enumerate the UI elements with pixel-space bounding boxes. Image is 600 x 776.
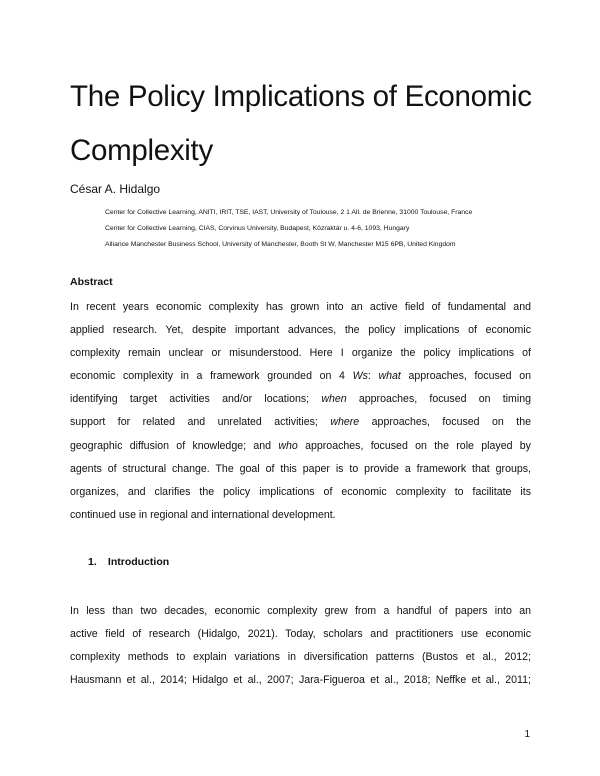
section-title: Introduction [107,556,170,568]
abstract-text: economic complexity in a framework grounded on 4 [70,370,353,383]
affiliations-list [105,205,472,253]
intro-line: active field of research (Hidalgo, 2021). Today, scholars and practitioners use economic [70,628,531,641]
abstract-line [70,411,531,434]
intro-line: In less than two decades, economic complexity grew from a handful of papers into an [70,605,531,617]
abstract-text: geographic diffusion of knowledge; and [70,439,272,452]
abstract-emphasis: what [378,370,401,383]
section-number: 1. [88,556,97,568]
abstract-text: support for related and unrelated activities; [70,416,318,429]
paper-title [70,70,540,178]
affiliation-2: Center for Collective Learning, CIAS, Corvinus University, Budapest, Közraktár u. 4-6, 1093, Hungary [105,225,410,232]
section-heading-introduction [88,556,169,568]
abstract-body [70,296,531,527]
page-number: 1 [524,729,530,740]
abstract-text: approaches, focused on the role played by [297,439,531,452]
abstract-text: : [367,370,379,383]
abstract-line: organizes, and clarifies the policy implications of economic complexity to facilitate its [70,485,531,498]
abstract-line: complexity remain unclear or misunderstood. Here I organize the policy implications of [70,347,531,360]
abstract-text: approaches, focused on [400,370,531,383]
abstract-emphasis: who [278,439,298,452]
abstract-emphasis: when [321,393,347,406]
abstract-line: In recent years economic complexity has grown into an active field of fundamental and [70,301,531,313]
abstract-heading: Abstract [70,276,113,288]
abstract-line [70,435,531,458]
title-line-2: Complexity [70,134,213,167]
introduction-body [70,600,531,692]
intro-line: complexity methods to explain variations in diversification patterns (Bustos et al., 2012; [70,651,531,664]
abstract-emphasis: Ws [352,370,368,383]
abstract-text: approaches, focused on the [359,416,531,429]
abstract-line: applied research. Yet, despite important advances, the policy implications of economic [70,324,531,337]
abstract-emphasis: where [330,416,360,429]
affiliation-3: Alliance Manchester Business School, University of Manchester, Booth St W, Manchester M15 6PB, United Kingdom [105,241,456,248]
abstract-line: continued use in regional and international development. [70,508,336,521]
abstract-line [70,388,531,411]
abstract-text: approaches, focused on timing [346,393,531,406]
affiliation-1: Center for Collective Learning, ANITI, IRIT, TSE, IAST, University of Toulouse, 2 1 All. de Brienne, 31000 Toulouse, France [105,209,473,216]
abstract-line: agents of structural change. The goal of this paper is to provide a framework that groups, [70,462,531,475]
abstract-line [70,365,531,388]
abstract-text: identifying target activities and/or locations; [70,393,310,406]
intro-line: Hausmann et al., 2014; Hidalgo et al., 2007; Jara-Figueroa et al., 2018; Neffke et al., 2011; [70,674,531,687]
title-line-1: The Policy Implications of Economic [70,80,532,113]
author-name: César A. Hidalgo [70,182,161,196]
